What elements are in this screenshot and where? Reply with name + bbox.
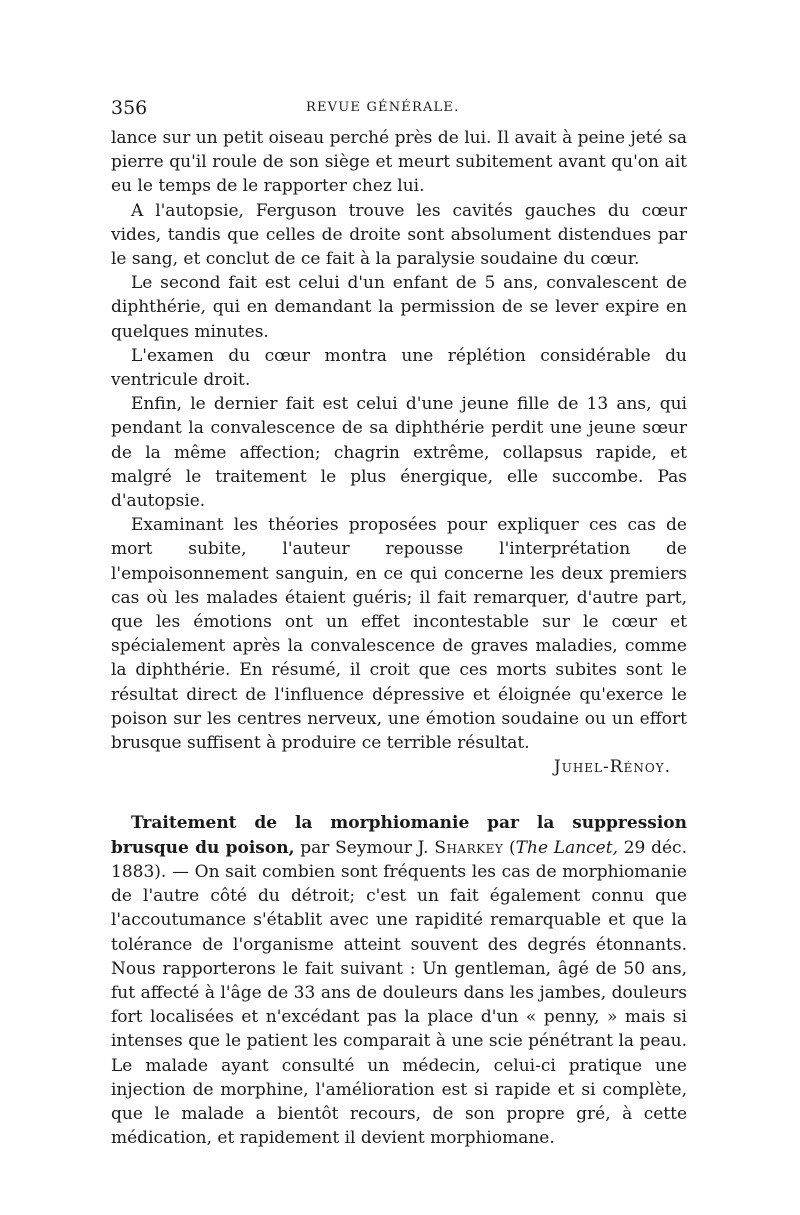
page-header [111, 97, 687, 121]
paragraph-third-case: Enfin, le dernier fait est celui d'une jeune fille de 13 ans, qui pendant la convalescence de sa diphthérie perdit une jeune sœur de la même affection; chagrin extrême, collapsus rapide, et malgré le traitement le plus énergique, elle succombe. Pas d'autopsie. [111, 394, 687, 512]
section-spacer [111, 779, 687, 811]
page-body [111, 126, 687, 1150]
article-author: Sharkey [434, 837, 504, 858]
paragraph-second-case: Le second fait est celui d'un enfant de 5 ans, convalescent de diphthérie, qui en demandant la permission de se lever expire en quelques minutes. [111, 273, 687, 342]
page-number: 356 [111, 97, 148, 119]
article-paragraph [111, 811, 687, 1150]
paragraph-continuation: lance sur un petit oiseau perché près de lui. Il avait à peine jeté sa pierre qu'il roule de son siège et meurt subitement avant qu'on ait eu le temps de le rapporter chez lui. [111, 128, 687, 197]
article-journal: The Lancet, [515, 837, 618, 858]
article-byline: par Seymour J. [294, 837, 435, 858]
paragraph-heart-exam: L'examen du cœur montra une réplétion considérable du ventricule droit. [111, 345, 687, 391]
author-signature: Juhel-Rénoy. [553, 757, 671, 778]
article-title: Traitement de la morphiomanie par la suppression brusque du poison, [111, 813, 687, 858]
paragraph-autopsy: A l'autopsie, Ferguson trouve les cavités gauches du cœur vides, tandis que celles de droite sont absolument distendues par le sang, et conclut de ce fait à la paralysie soudaine du cœur. [111, 200, 687, 270]
article-open-paren: ( [503, 837, 516, 858]
paragraph-theories: Examinant les théories proposées pour expliquer ces cas de mort subite, l'auteur repousse l'interprétation de l'empoisonnement sanguin, en ce qui concerne les deux premiers cas où les malades étaient guéris; il fait remarquer, d'autre part, que les émotions ont un effet incontestable sur le cœur et spécialement après la convalescence de graves maladies, comme la diphthérie. En résumé, il croit que ces morts subites sont le résultat direct de l'influence dépressive et éloignée qu'exerce le poison sur les centres nerveux, une émotion soudaine ou un effort brusque suffisent à produire ce terrible résultat. [111, 515, 687, 754]
running-title: REVUE GÉNÉRALE. [306, 100, 460, 115]
article-date: 29 déc. 1883). [111, 837, 687, 882]
article-text: — On sait combien sont fréquents les cas de morphiomanie de l'autre côté du détroit; c'est un fait également connu que l'accoutumance s'établit avec une rapidité remarquable et que la tolérance de l'organisme atteint souvent des degrés étonnants. Nous rapporterons le fait suivant : Un gentleman, âgé de 50 ans, fut affecté à l'âge de 33 ans de douleurs dans les jambes, douleurs fort localisées et n'excédant pas la place d'un « penny, » mais si intenses que le patient les comparait à une scie pénétrant la peau. Le malade ayant consulté un médecin, celui-ci pratique une injection de morphine, l'amélioration est si rapide et si complète, que le malade a bientôt recours, de son propre gré, à cette médication, et rapidement il devient morphiomane. [111, 861, 687, 1149]
